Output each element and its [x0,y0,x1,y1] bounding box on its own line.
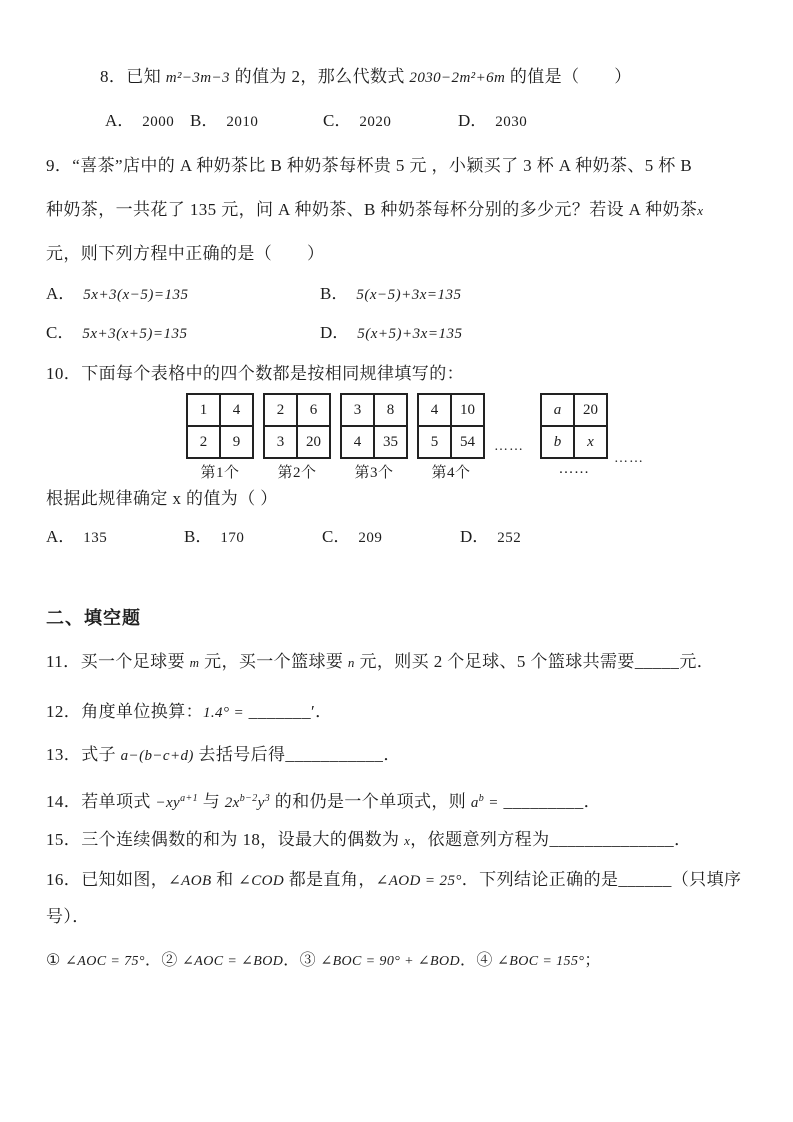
math-run: ∠AOC = ∠BOD [182,954,284,969]
option-value: 2030 [495,114,528,130]
table-cell: b [541,426,574,458]
option-label: A． [46,527,76,546]
table-cell: 54 [451,426,484,458]
table-cell: 4 [418,394,451,426]
text-run: ．② [144,952,183,969]
text-run: ； [584,952,601,969]
table-caption: 第2个 [277,465,317,481]
math-run: a [470,795,479,811]
question-16-line-2 [46,904,765,930]
question-10 [46,361,765,551]
option-d [458,108,527,135]
math-run: 2x [224,795,240,811]
text-run: 15．三个连续偶数的和为 18，设最大的偶数为 [46,830,405,849]
option-label: B． [190,111,219,130]
question-11 [46,649,765,675]
option-value: 170 [220,530,245,546]
option-value: 2000 [142,114,175,130]
option-label: D． [458,111,488,130]
question-13 [46,742,765,768]
question-8-stem [100,64,765,90]
table-cell: 3 [264,426,297,458]
option-value: 5x+3(x+5)=135 [82,326,188,342]
text-run: 的和仍是一个单项式，则 [270,792,471,811]
table-caption: …… [558,461,590,477]
math-run: x [404,833,411,848]
section-heading-fill-in: 二、填空题 [46,608,141,628]
pattern-table-3 [340,393,408,482]
table-cell: 10 [451,394,484,426]
question-10-followup [46,486,765,512]
text-run: 号）． [46,907,90,926]
table-cell: 3 [341,394,374,426]
text-run: 元，买一个篮球要 [199,652,348,671]
table-cell: 20 [297,426,330,458]
math-run: a−(b−c+d) [120,748,194,764]
table-caption: 第1个 [200,465,240,481]
question-16-choices [46,947,765,973]
option-d [460,524,521,551]
text-run: 都是直角， [284,870,376,889]
text-run: _______′． [244,702,333,721]
table-cell: 5 [418,426,451,458]
table-cell: 9 [220,426,253,458]
question-9-options-row-2 [46,320,765,347]
math-run: ∠AOB [168,873,212,889]
table-cell: 4 [341,426,374,458]
text-run: 和 [211,870,239,889]
question-9-line-3 [46,241,765,267]
question-10-stem [46,361,765,387]
math-run: 3 [264,793,271,804]
text-run: ① [46,952,66,969]
text-run: 种奶茶，一共花了 135 元，问 A 种奶茶、B 种奶茶每杯分别的多少元？若设 A 种奶茶 [46,200,698,219]
option-b [184,524,322,551]
table-grid [417,393,485,459]
text-run: _________． [498,792,601,811]
text-run: ．③ [283,952,321,969]
text-run: 的值是（ ） [505,67,632,86]
text-run: ，依题意列方程为______________． [410,830,692,849]
table-cell: 4 [220,394,253,426]
math-run: b [478,793,485,804]
option-label: D． [320,323,350,342]
text-run: 11．买一个足球要 [46,652,190,671]
question-10-options-row [46,524,765,551]
math-run: ∠AOC = 75° [65,954,145,969]
math-run: n [347,655,355,670]
text-run: 的值为 2，那么代数式 [229,67,410,86]
math-run: = [484,795,499,811]
ellipsis-right: …… [614,451,644,466]
option-a [46,281,320,308]
math-run: x [697,203,704,218]
math-run: ∠BOC = 90° + ∠BOD [320,954,460,969]
math-run: a+1 [180,793,199,804]
question-15 [46,827,765,853]
text-run: 与 [198,792,225,811]
option-label: C． [323,111,352,130]
ellipsis-mid: …… [494,439,524,454]
question-9 [46,153,765,347]
math-run: y [257,795,265,811]
text-run: 去括号后得___________． [193,745,401,764]
text-run: 9．“喜茶”店中的 A 种奶茶比 B 种奶茶每杯贵 5 元 ，小颖买了 3 杯 A 种奶茶、5 杯 B [46,156,693,175]
option-value: 5(x−5)+3x=135 [356,287,462,303]
option-b [320,281,462,308]
table-cell: 1 [187,394,220,426]
option-a [105,108,190,135]
pattern-table-1 [186,393,254,482]
question-12 [46,699,765,725]
table-cell: 6 [297,394,330,426]
text-run: 13．式子 [46,745,121,764]
option-label: A． [46,284,76,303]
table-cell: a [541,394,574,426]
option-value: 5(x+5)+3x=135 [357,326,463,342]
table-grid [263,393,331,459]
text-run: 14．若单项式 [46,792,156,811]
table-cell: x [574,426,607,458]
option-label: B． [184,527,213,546]
text-run: ．④ [459,952,498,969]
question-16-line-1 [46,867,765,893]
option-label: C． [322,527,351,546]
option-value: 209 [358,530,383,546]
math-run: ∠AOD = 25° [375,873,462,889]
table-caption: 第4个 [431,465,471,481]
question-9-line-2 [46,197,765,223]
text-run: ．下列结论正确的是______（只填序 [461,870,742,889]
question-14 [46,786,765,812]
option-b [190,108,323,135]
question-9-options-row-1 [46,281,765,308]
option-label: A． [105,111,135,130]
table-grid [186,393,254,459]
table-cell: 2 [187,426,220,458]
table-cell: 20 [574,394,607,426]
option-label: B． [320,284,349,303]
math-run: −xy [155,795,181,811]
option-d [320,320,462,347]
option-c [322,524,460,551]
option-c [46,320,320,347]
question-9-line-1 [46,153,765,179]
math-run: ∠COD [238,873,285,889]
option-value: 252 [497,530,522,546]
table-cell: 8 [374,394,407,426]
table-caption: 第3个 [354,465,394,481]
question-8 [46,64,765,135]
pattern-table-2 [263,393,331,482]
pattern-table-n [540,393,608,478]
math-run: m [189,655,200,670]
text-run: 12．角度单位换算： [46,702,203,721]
text-run: 元，则买 2 个足球、5 个篮球共需要_____元． [354,652,715,671]
option-value: 2020 [359,114,392,130]
option-c [323,108,458,135]
option-value: 5x+3(x−5)=135 [83,287,189,303]
math-run: b−2 [239,793,258,804]
option-label: D． [460,527,490,546]
table-grid [340,393,408,459]
math-run: ∠BOC = 155° [497,954,585,969]
text-run: 元，则下列方程中正确的是（ ） [46,244,325,263]
text-run: 16．已知如图， [46,870,169,889]
option-a [46,524,184,551]
text-run: 根据此规律确定 x 的值为（ ） [46,489,278,508]
pattern-figure [186,393,765,482]
question-8-options-row [105,108,765,135]
table-grid [540,393,608,459]
text-run: 8．已知 [100,67,166,86]
option-value: 2010 [226,114,259,130]
pattern-table-4 [417,393,485,482]
math-run: 2030−2m²+6m [409,70,506,86]
table-cell: 2 [264,394,297,426]
option-value: 135 [83,530,108,546]
option-label: C． [46,323,75,342]
math-run: 1.4° = [203,705,245,721]
text-run: 10．下面每个表格中的四个数都是按相同规律填写的： [46,364,464,383]
math-run: m²−3m−3 [165,70,230,86]
table-cell: 35 [374,426,407,458]
